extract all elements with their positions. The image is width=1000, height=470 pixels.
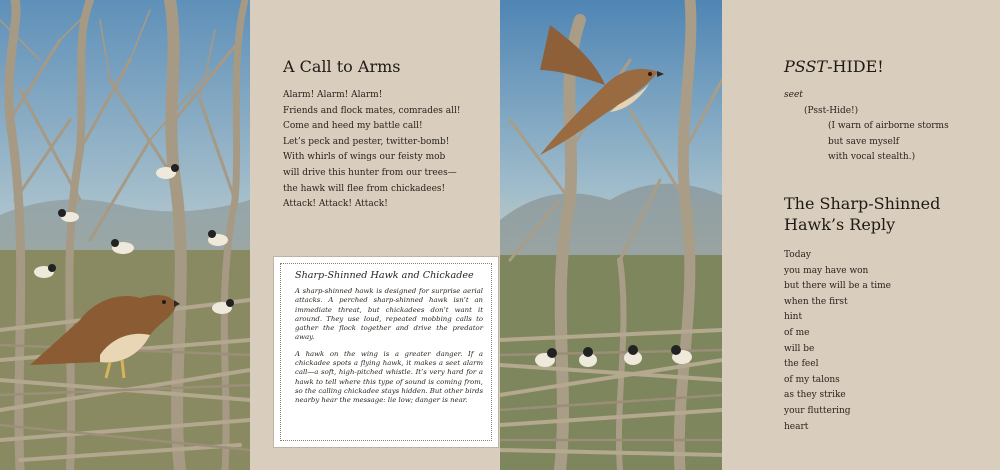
sidebar-paragraph: A hawk on the wing is a greater danger. If a chickadee spots a flying hawk, it makes a seet alarm call—a soft, high-pitched whistle. It’s very hard for a hawk to tell where this type of sound is coming from, so the calling chickadee stays hidden. But other birds nearby hear the message: lie low; danger is near. xyxy=(295,349,483,405)
right-text-page xyxy=(722,0,1000,470)
poem-line: hint xyxy=(784,312,803,323)
sidebar-title: Sharp-Shinned Hawk and Chickadee xyxy=(295,270,474,281)
poem-line: but save myself xyxy=(828,136,900,147)
title-emphasis: PSST xyxy=(784,57,828,76)
left-text-page xyxy=(250,0,500,470)
poem-line: Let’s peck and pester, twitter-bomb! xyxy=(283,136,450,147)
title-rest: -HIDE! xyxy=(827,57,884,76)
poem-title: A Call to Arms xyxy=(283,57,401,76)
poem-line: With whirls of wings our feisty mob xyxy=(283,152,446,163)
poem-line: Friends and flock mates, comrades all! xyxy=(283,105,461,116)
painting-hawk-and-chickadees xyxy=(0,0,250,470)
painting-flying-hawk xyxy=(500,0,722,470)
poem-line: your fluttering xyxy=(784,405,851,416)
sidebar-paragraph: A sharp-shinned hawk is designed for surprise aerial attacks. A perched sharp-shinned hawk isn’t an immediate threat, but chickadees don’t want it around. They use loud, repeated mobbing calls to gather the flock together and drive the predator away. xyxy=(295,287,483,342)
poem-line: the feel xyxy=(784,359,819,370)
poem-title xyxy=(784,57,884,78)
poem-line: of me xyxy=(784,327,810,338)
hawk-reply-poem xyxy=(784,248,891,435)
poem-line: as they strike xyxy=(784,390,846,401)
poem-line: Today xyxy=(784,250,811,260)
psst-hide-poem xyxy=(784,88,949,166)
sidebar-box xyxy=(274,257,498,447)
call-to-arms-poem xyxy=(283,88,461,213)
poem-line: seet xyxy=(784,90,803,100)
poem-line: (I warn of airborne storms xyxy=(828,121,949,132)
poem-line: (Psst-Hide!) xyxy=(804,105,859,116)
poem-line: when the first xyxy=(784,296,848,307)
illustration-left xyxy=(0,0,250,470)
poem-line: will drive this hunter from our trees— xyxy=(283,167,457,178)
sidebar-dotted-frame xyxy=(280,263,492,441)
poem-line: you may have won xyxy=(784,265,869,276)
poem-line: of my talons xyxy=(784,374,840,385)
poem-line: the hawk will flee from chickadees! xyxy=(283,183,446,194)
poem-line: Come and heed my battle call! xyxy=(283,121,423,132)
poem-line: heart xyxy=(784,421,809,432)
poem-line: Alarm! Alarm! Alarm! xyxy=(283,90,383,100)
poem-line: with vocal stealth.) xyxy=(828,152,916,163)
illustration-right xyxy=(500,0,722,470)
reply-poem-title: The Sharp-Shinned Hawk’s Reply xyxy=(784,194,941,234)
poem-line: but there will be a time xyxy=(784,281,891,292)
poem-line: Attack! Attack! Attack! xyxy=(283,199,388,210)
poem-line: will be xyxy=(784,343,815,354)
